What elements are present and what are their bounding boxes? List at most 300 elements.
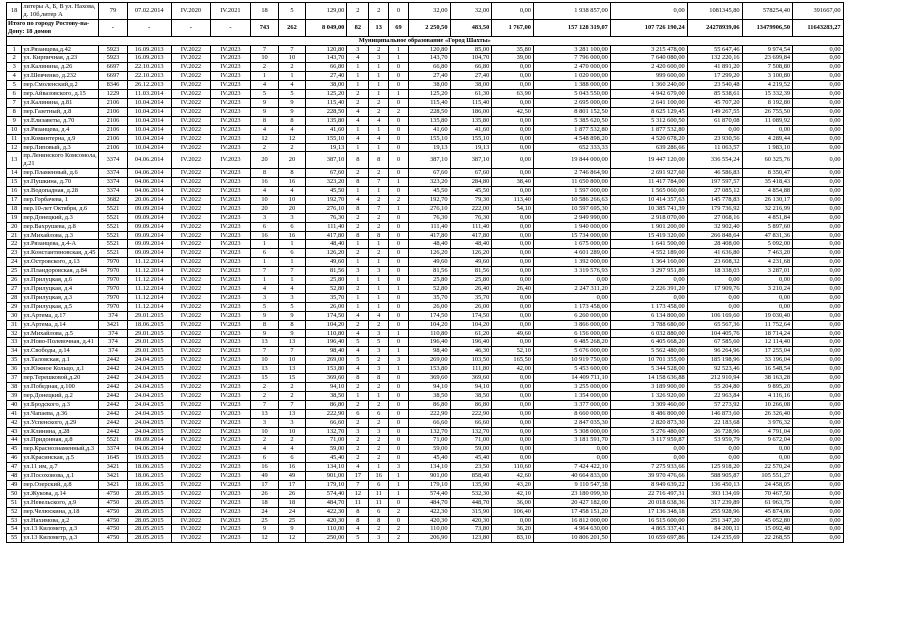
table-row [7, 258, 891, 267]
cell-f: 0 [389, 516, 409, 525]
cell-ar3: 222,90 [450, 409, 492, 418]
cell-m2: 3 309 460,00 [610, 400, 687, 409]
cell-ar4: 38,40 [492, 178, 534, 187]
cell-f: 3 [389, 463, 409, 472]
cell-d: 24.04.2015 [127, 391, 171, 400]
cell-ar4: 0,00 [492, 276, 534, 285]
cell-d: 10.04.2014 [127, 107, 171, 116]
cell-m3: 23 540,48 [687, 81, 742, 90]
cell-ar1: 132,70 [305, 427, 347, 436]
cell-m4: 16 548,54 [742, 365, 793, 374]
cell-m3: 393 134,69 [687, 489, 742, 498]
cell-n: 47 [7, 463, 22, 472]
cell-d: 29.01.2015 [127, 338, 171, 347]
cell-ar1: 192,70 [305, 195, 347, 204]
cell-m3: 32 902,40 [687, 222, 742, 231]
cell-m1: 1 877 532,80 [534, 125, 611, 134]
cell-m1: 4 548 898,20 [534, 134, 611, 143]
cell-m5: 0,00 [793, 400, 844, 409]
cell-ar3: 284,80 [450, 178, 492, 187]
cell-m4: 5 092,00 [742, 240, 793, 249]
cell-n: 6 [7, 90, 22, 99]
cell-addr: пер.Смоленский,д.2 [22, 81, 99, 90]
cell-b: 2 [279, 382, 305, 391]
cell-ar2: 45,40 [408, 454, 450, 463]
cell-f: 0 [389, 436, 409, 445]
cell-p1: IV.2022 [171, 400, 211, 409]
table-row [7, 152, 891, 169]
cell-ar4: 42,00 [492, 365, 534, 374]
cell-m3: 136 450,13 [687, 480, 742, 489]
cell-s: 4750 [99, 534, 128, 543]
cell-m5: 0,00 [793, 45, 844, 54]
cell-m4: 15 332,39 [742, 90, 793, 99]
cell-c: 2 [347, 400, 369, 409]
cell-p1: IV.2022 [171, 116, 211, 125]
cell-m5: 0,00 [793, 249, 844, 258]
cell-f: 1 [389, 489, 409, 498]
register-sheet [6, 2, 891, 543]
cell-m5: 0,00 [793, 498, 844, 507]
table-row [7, 204, 891, 213]
table-row [7, 507, 891, 516]
cell-b: 7 [279, 267, 305, 276]
cell-p2: IV.2023 [211, 195, 251, 204]
cell-ar2: 81,56 [408, 267, 450, 276]
cell-ar4: 0,00 [492, 400, 534, 409]
cell-e: 11 [369, 498, 389, 507]
table-row [7, 463, 891, 472]
cell-m1: 8 801 152,50 [534, 107, 611, 116]
cell-addr: ул.Михайлова, д.5 [22, 329, 99, 338]
cell-b: 6 [279, 222, 305, 231]
cell-m3: 146 873,60 [687, 409, 742, 418]
cell-p2: IV.2023 [211, 213, 251, 222]
table-row [7, 249, 891, 258]
cell-d: 04.06.2014 [127, 445, 171, 454]
cell-b: 9 [279, 98, 305, 107]
cell-n: 53 [7, 516, 22, 525]
cell-b: 4 [279, 187, 305, 196]
cell-m4: 9 672,04 [742, 436, 793, 445]
cell-f: 0 [389, 72, 409, 81]
cell-m4: 1 983,10 [742, 143, 793, 152]
cell-addr: ул.Коминтерна, д.9 [22, 134, 99, 143]
cell-a: 6 [250, 454, 279, 463]
cell-e: 1 [369, 72, 389, 81]
cell-d: 09.09.2014 [127, 204, 171, 213]
cell-p2: IV.2023 [211, 293, 251, 302]
cell-ar2: 132,70 [408, 427, 450, 436]
cell-ar3: 532,30 [450, 489, 492, 498]
cell-ar1: 71,00 [305, 436, 347, 445]
cell-ar2: 228,50 [408, 107, 450, 116]
cell-n: 30 [7, 311, 22, 320]
cell-s: 7970 [99, 258, 128, 267]
cell-m4: 3 100,80 [742, 72, 793, 81]
cell-f: 0 [389, 311, 409, 320]
cell-m5: 0,00 [793, 507, 844, 516]
cell-m1: 0,00 [534, 293, 611, 302]
cell-m2: 15 419 320,00 [610, 231, 687, 240]
cell-ar3: 76,30 [450, 213, 492, 222]
table-row [7, 240, 891, 249]
cell-b: 25 [279, 516, 305, 525]
cell-m4: 7 463,20 [742, 249, 793, 258]
cell-m5: 0,00 [793, 178, 844, 187]
cell-addr: литеры А, Б, В ул. Нахова, д. 10б,литер А [22, 3, 99, 20]
cell-p1: IV.2022 [171, 240, 211, 249]
cell-b: 49 [279, 472, 305, 481]
table-row [7, 116, 891, 125]
cell-b: 1 [279, 276, 305, 285]
cell-b: 2 [279, 63, 305, 72]
cell-ar4: 0,00 [492, 125, 534, 134]
table-row [7, 382, 891, 391]
cell-b: 17 [279, 480, 305, 489]
cell-ar3: 67,60 [450, 169, 492, 178]
cell-s: 4750 [99, 489, 128, 498]
cell-ar1: 222,90 [305, 409, 347, 418]
cell-c: 5 [347, 338, 369, 347]
cell-ar2: 323,20 [408, 178, 450, 187]
cell-e: 2 [369, 107, 389, 116]
cell-m4: 35 418,43 [742, 178, 793, 187]
table-row [7, 400, 891, 409]
cell-ar4: 106,40 [492, 507, 534, 516]
cell-m3: 212 910,94 [687, 374, 742, 383]
cell-p1: IV.2022 [171, 356, 211, 365]
cell-ar1: 135,80 [305, 116, 347, 125]
cell-c: 3 [347, 45, 369, 54]
cell-m2: 2 226 391,20 [610, 285, 687, 294]
cell-ar1: 19,13 [305, 143, 347, 152]
cell-m5: 0,00 [793, 293, 844, 302]
cell-d: 19.03.2015 [127, 454, 171, 463]
cell-ar3: 86,80 [450, 400, 492, 409]
cell-c: 2 [347, 98, 369, 107]
cell-m1: 1 388 000,00 [534, 81, 611, 90]
cell-ar4: 54,10 [492, 204, 534, 213]
cell-m5: 0,00 [793, 54, 844, 63]
cell-p1: IV.2022 [171, 72, 211, 81]
cell-m1: 16 812 000,00 [534, 516, 611, 525]
cell-a: 4 [250, 445, 279, 454]
cell-s: 3374 [99, 445, 128, 454]
cell-d: 24.04.2015 [127, 400, 171, 409]
cell-p1: IV.2022 [171, 418, 211, 427]
cell-ar1: 126,20 [305, 249, 347, 258]
cell-m1: 5 676 000,00 [534, 347, 611, 356]
cell-p2: IV.2023 [211, 391, 251, 400]
cell-e: 2 [369, 418, 389, 427]
cell-ar4: 0,00 [492, 249, 534, 258]
cell-m1: 1 675 000,00 [534, 240, 611, 249]
cell-d: 04.06.2014 [127, 152, 171, 169]
cell-d: 24.04.2015 [127, 409, 171, 418]
cell-s: 5521 [99, 222, 128, 231]
total-cell-s: - [99, 19, 128, 36]
cell-a: 5 [250, 90, 279, 99]
cell-f: 1 [389, 54, 409, 63]
cell-m5: 0,00 [793, 365, 844, 374]
cell-f: 0 [389, 498, 409, 507]
total-cell-ar3: 483,50 [450, 19, 492, 36]
cell-n: 41 [7, 409, 22, 418]
cell-p2: IV.2023 [211, 329, 251, 338]
cell-m1: 10 597 695,30 [534, 204, 611, 213]
cell-m3: 317 239,89 [687, 498, 742, 507]
cell-m5: 0,00 [793, 347, 844, 356]
cell-ar3: 25,80 [450, 276, 492, 285]
cell-a: 3 [250, 213, 279, 222]
cell-ar1: 153,80 [305, 365, 347, 374]
cell-addr: ул.Клинина, д.28 [22, 427, 99, 436]
cell-p1: IV.2022 [171, 472, 211, 481]
cell-d: 16.09.2013 [127, 45, 171, 54]
cell-m5: 0,00 [793, 436, 844, 445]
cell-m4: 3 210,24 [742, 285, 793, 294]
cell-p1: IV.2022 [171, 329, 211, 338]
cell-ar1: 369,60 [305, 374, 347, 383]
cell-m5: 0,00 [793, 427, 844, 436]
cell-e: 1 [369, 285, 389, 294]
cell-m4: 4 851,84 [742, 213, 793, 222]
cell-c: 4 [347, 329, 369, 338]
cell-addr: пер.Донецкий, д.3 [22, 213, 99, 222]
cell-ar2: 387,10 [408, 152, 450, 169]
cell-e: 1 [369, 81, 389, 90]
cell-a: 13 [250, 365, 279, 374]
cell-n: 35 [7, 356, 22, 365]
total-cell-c: 82 [347, 19, 369, 36]
cell-m1: 9 110 547,38 [534, 480, 611, 489]
cell-m3: 0,00 [687, 125, 742, 134]
cell-ar1: 155,10 [305, 134, 347, 143]
cell-f: 2 [389, 534, 409, 543]
cell-e: 7 [369, 178, 389, 187]
cell-a: 3 [250, 293, 279, 302]
cell-ar3: 48,40 [450, 240, 492, 249]
cell-m1: 0,00 [534, 445, 611, 454]
cell-c: 1 [347, 240, 369, 249]
cell-addr: ул.Островского, д.13 [22, 258, 99, 267]
cell-b: 2 [279, 436, 305, 445]
cell-c: 4 [347, 54, 369, 63]
cell-addr: ул.Прилуцкая, д.5 [22, 302, 99, 311]
cell-n: 33 [7, 338, 22, 347]
cell-ar4: 43,20 [492, 480, 534, 489]
table-row [7, 454, 891, 463]
cell-m2: 0,00 [610, 293, 687, 302]
cell-ar3: 41,60 [450, 125, 492, 134]
cell-m1: 2 949 990,00 [534, 213, 611, 222]
cell-e: 3 [369, 267, 389, 276]
cell-e: 1 [369, 187, 389, 196]
cell-ar3: 49,60 [450, 258, 492, 267]
table-row [7, 169, 891, 178]
cell-m1: 6 485 268,20 [534, 338, 611, 347]
cell-m4: 0,00 [742, 125, 793, 134]
total-cell-a: 743 [250, 19, 279, 36]
cell-e: 2 [369, 169, 389, 178]
cell-c: 3 [347, 267, 369, 276]
cell-n: 11 [7, 134, 22, 143]
cell-ar3: 61,30 [450, 90, 492, 99]
cell-ar2: 143,70 [408, 54, 450, 63]
table-row [7, 436, 891, 445]
cell-f: 0 [389, 454, 409, 463]
cell-s: 3374 [99, 187, 128, 196]
cell-m5: 0,00 [793, 516, 844, 525]
cell-p1: IV.2022 [171, 409, 211, 418]
cell-p2: IV.2023 [211, 480, 251, 489]
cell-m3: 27 068,16 [687, 213, 742, 222]
cell-d: 11.12.2014 [127, 258, 171, 267]
cell-s: 79 [99, 3, 128, 20]
cell-ar4: 49,60 [492, 329, 534, 338]
cell-ar4: 0,00 [492, 311, 534, 320]
cell-m2: 5 344 528,00 [610, 365, 687, 374]
cell-ar1: 574,40 [305, 489, 347, 498]
cell-addr: ул.Успенского, д.29 [22, 418, 99, 427]
cell-n: 55 [7, 534, 22, 543]
table-row [7, 320, 891, 329]
cell-m5: 0,00 [793, 276, 844, 285]
cell-p2: IV.2023 [211, 90, 251, 99]
total-cell-ar4: 1 767,00 [492, 19, 534, 36]
cell-addr: ул.11 им, д.7 [22, 463, 99, 472]
cell-ar3: 38,50 [450, 391, 492, 400]
cell-c: 4 [347, 134, 369, 143]
cell-d: 28.05.2015 [127, 507, 171, 516]
table-row [7, 329, 891, 338]
cell-m3: 179 736,92 [687, 204, 742, 213]
cell-p1: IV.2022 [171, 213, 211, 222]
cell-ar1: 111,40 [305, 222, 347, 231]
cell-ar4: 0,00 [492, 374, 534, 383]
cell-ar2: 135,80 [408, 116, 450, 125]
cell-p1: IV.2022 [171, 338, 211, 347]
cell-e: 4 [369, 311, 389, 320]
cell-ar2: 174,50 [408, 311, 450, 320]
cell-m2: 0,00 [610, 454, 687, 463]
cell-b: 7 [279, 45, 305, 54]
cell-a: 6 [250, 249, 279, 258]
cell-c: 2 [347, 222, 369, 231]
cell-p2: IV.2023 [211, 267, 251, 276]
cell-p1: IV.2022 [171, 311, 211, 320]
cell-m2: 5 312 600,50 [610, 116, 687, 125]
cell-m4: 4 791,04 [742, 427, 793, 436]
cell-ar2: 45,50 [408, 187, 450, 196]
cell-ar1: 26,00 [305, 302, 347, 311]
cell-c: 8 [347, 231, 369, 240]
cell-s: 4750 [99, 525, 128, 534]
cell-e: 2 [369, 3, 389, 20]
cell-c: 2 [347, 213, 369, 222]
cell-p1: IV.2022 [171, 187, 211, 196]
cell-ar4: 39,00 [492, 54, 534, 63]
cell-m2: 1 641 500,00 [610, 240, 687, 249]
cell-m5: 0,00 [793, 90, 844, 99]
cell-ar4: 0,00 [492, 382, 534, 391]
cell-p2: IV.2023 [211, 365, 251, 374]
cell-ar2: 41,60 [408, 125, 450, 134]
cell-m2: 3 297 951,89 [610, 267, 687, 276]
cell-s: 4750 [99, 516, 128, 525]
cell-p2: IV.2023 [211, 472, 251, 481]
cell-m5: 0,00 [793, 302, 844, 311]
total-cell-p1: - [171, 19, 211, 36]
cell-n: 49 [7, 480, 22, 489]
cell-d: 24.04.2015 [127, 356, 171, 365]
cell-m1: 23 180 099,30 [534, 489, 611, 498]
cell-ar1: 66,80 [305, 63, 347, 72]
cell-f: 0 [389, 276, 409, 285]
cell-m4: 8 350,47 [742, 169, 793, 178]
cell-m1: 10 586 266,63 [534, 195, 611, 204]
cell-m5: 0,00 [793, 463, 844, 472]
cell-p2: IV.2023 [211, 498, 251, 507]
cell-addr: ул.Константиновская, д.45 [22, 249, 99, 258]
cell-b: 3 [279, 418, 305, 427]
cell-p1: IV.2022 [171, 249, 211, 258]
cell-s: 2106 [99, 143, 128, 152]
cell-a: 9 [250, 525, 279, 534]
cell-e: 8 [369, 516, 389, 525]
cell-ar4: 0,00 [492, 169, 534, 178]
cell-d: 28.05.2015 [127, 525, 171, 534]
cell-ar3: 135,80 [450, 116, 492, 125]
cell-b: 6 [279, 454, 305, 463]
cell-m2: 5 276 480,00 [610, 427, 687, 436]
cell-f: 0 [389, 258, 409, 267]
cell-c: 8 [347, 152, 369, 169]
cell-p1: IV.2022 [171, 534, 211, 543]
cell-m4: 19 030,40 [742, 311, 793, 320]
cell-p2: IV.2023 [211, 338, 251, 347]
cell-ar2: 98,40 [408, 347, 450, 356]
cell-m3: 251 347,20 [687, 516, 742, 525]
cell-ar2: 269,00 [408, 356, 450, 365]
cell-ar1: 66,60 [305, 418, 347, 427]
cell-ar3: 115,40 [450, 98, 492, 107]
cell-e: 2 [369, 213, 389, 222]
cell-ar3: 23,50 [450, 463, 492, 472]
cell-f: 0 [389, 320, 409, 329]
cell-n: 8 [7, 107, 22, 116]
cell-m2: 1 877 532,80 [610, 125, 687, 134]
cell-m3: 0,00 [687, 302, 742, 311]
cell-m1: 1 597 000,00 [534, 187, 611, 196]
cell-c: 8 [347, 374, 369, 383]
cell-m3: 26 728,96 [687, 427, 742, 436]
cell-m5: 0,00 [793, 240, 844, 249]
cell-n: 25 [7, 267, 22, 276]
cell-s: 3374 [99, 178, 128, 187]
cell-c: 1 [347, 81, 369, 90]
table-row [7, 107, 891, 116]
cell-ar3: 38,00 [450, 81, 492, 90]
cell-addr: пер.Озерский, д.8 [22, 480, 99, 489]
table-row [7, 302, 891, 311]
cell-ar4: 0,00 [492, 445, 534, 454]
cell-ar1: 276,10 [305, 204, 347, 213]
table-row [7, 525, 891, 534]
cell-ar2: 126,20 [408, 249, 450, 258]
cell-b: 3 [279, 293, 305, 302]
